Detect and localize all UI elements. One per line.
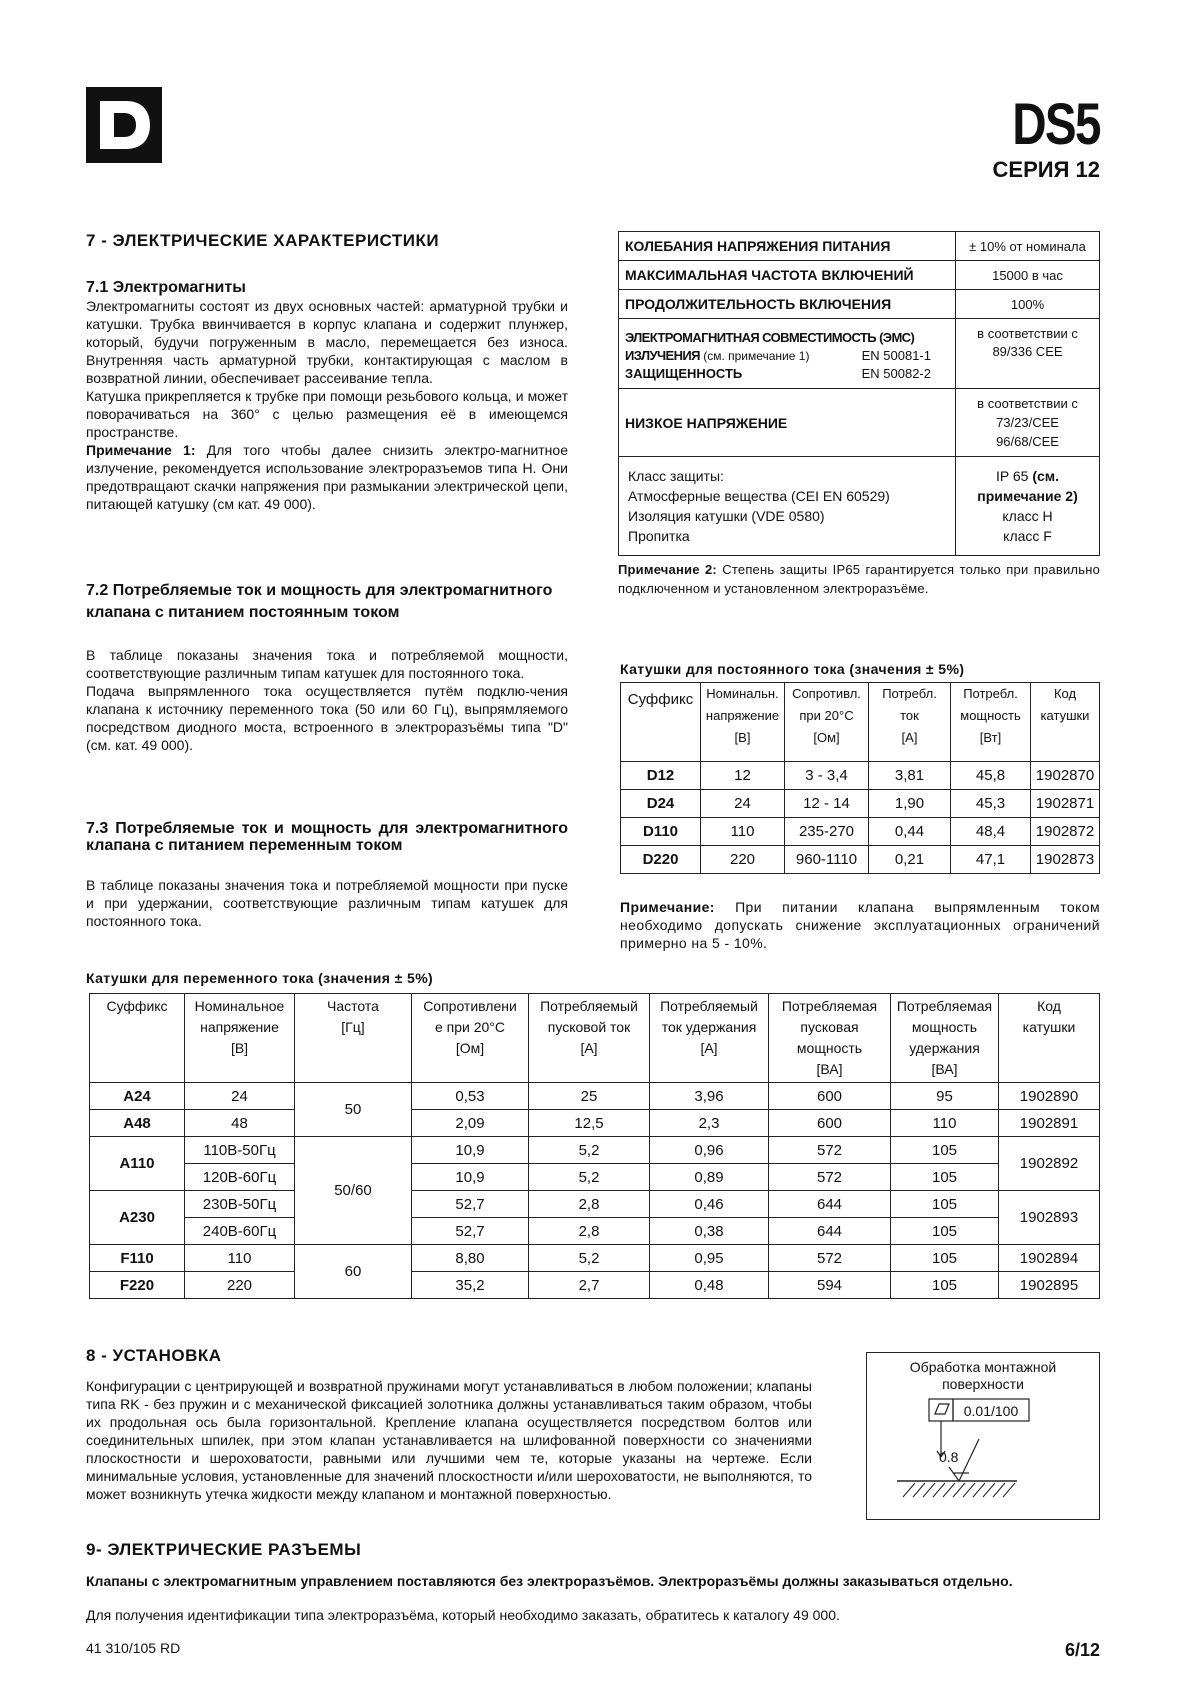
ac-coil-code: 1902890 [999, 1083, 1100, 1110]
note-2-label: Примечание 2: [618, 562, 717, 577]
lowv-value-line: в соответствии с [977, 396, 1078, 411]
ac-hold-current: 0,96 [650, 1137, 769, 1164]
section-72-title: 7.2 Потребляемые ток и мощность для электромагнитного клапана с питанием постоянным током [86, 582, 553, 621]
header-line: [A] [901, 730, 918, 745]
dc-cell: 12 - 14 [785, 790, 869, 818]
dc-cell: 48,4 [951, 818, 1031, 846]
paragraph: В таблице показаны значения тока и потребляемой мощности при пуске и при удержании, соответствующие различным типам катушек для постоянного тока. [86, 877, 568, 929]
dc-cell: 235-270 [785, 818, 869, 846]
header-line: Суффикс [627, 691, 694, 708]
paragraph: Катушка прикрепляется к трубке при помощи резьбового кольца, и может поворачиваться на 360° с целью размещения её в имеющемся пространстве. [86, 388, 568, 440]
flatness-value: 0.01/100 [963, 1403, 1019, 1419]
ac-coil-code: 1902895 [999, 1272, 1100, 1299]
header-line: Код [1037, 998, 1061, 1014]
dc-row [621, 846, 1100, 874]
emc-emission-label: ИЗЛУЧЕНИЯ [625, 347, 700, 363]
header-line: Потребляемая [781, 998, 878, 1014]
header-line: катушки [1022, 1019, 1076, 1035]
emc-line-2 [625, 347, 949, 365]
lowv-value-line: 73/23/CEE [996, 415, 1059, 430]
ac-hold-power: 110 [891, 1110, 999, 1137]
dc-cell: 12 [701, 762, 785, 790]
spec-value: 15000 в час [956, 261, 1100, 290]
ac-start-power: 600 [769, 1110, 891, 1137]
ac-coil-code: 1902891 [999, 1110, 1100, 1137]
document-code: 41 310/105 RD [86, 1640, 181, 1656]
ac-suffix: A110 [90, 1137, 185, 1191]
paragraph: Подача выпрямленного тока осуществляется путём подклю-чения клапана к источнику переменного тока (50 или 60 Гц), выпрямляемого посредством диодного моста, встроенного в электроразъёмы типа "D" (см. кат. 49 000). [86, 683, 568, 753]
header-line: напряжение [705, 708, 780, 723]
ac-start-current: 5,2 [529, 1137, 650, 1164]
ac-row [90, 1272, 1100, 1299]
note-dc-text: При питании клапана выпрямленным током необходимо допускать снижение эксплуатационных ограничений примерно на 5 - 10%. [620, 899, 1100, 951]
dc-header-cell [621, 683, 701, 762]
protection-value-line: класс H [1002, 508, 1053, 524]
header-line: е при 20°С [434, 1019, 506, 1035]
dc-header-cell [1031, 683, 1100, 762]
ac-resistance: 35,2 [412, 1272, 529, 1299]
ac-row [90, 1137, 1100, 1164]
ac-start-power: 572 [769, 1164, 891, 1191]
header-line: Потребляемая [896, 998, 993, 1014]
surface-finish-drawing [867, 1353, 1101, 1521]
ac-hold-power: 105 [891, 1272, 999, 1299]
section-73-body [86, 876, 568, 930]
emc-value [956, 319, 1100, 389]
dc-row [621, 790, 1100, 818]
figure-title-line: Обработка монтажной [909, 1359, 1057, 1375]
spec-row-protection [619, 457, 1100, 556]
header-line: Частота [327, 998, 379, 1014]
dc-cell: 960-1110 [785, 846, 869, 874]
ac-voltage: 230В-50Гц [185, 1191, 295, 1218]
section-71-title: 7.1 Электромагниты [86, 279, 246, 296]
emc-emission [625, 347, 809, 365]
dc-cell: 1902871 [1031, 790, 1100, 818]
spec-label: МАКСИМАЛЬНАЯ ЧАСТОТА ВКЛЮЧЕНИЙ [619, 261, 956, 290]
ac-voltage: 220 [185, 1272, 295, 1299]
ac-row [90, 1218, 1100, 1245]
dc-cell: 45,3 [951, 790, 1031, 818]
spec-value: 100% [956, 290, 1100, 319]
ac-hold-current: 2,3 [650, 1110, 769, 1137]
page-number: 6/12 [1064, 1640, 1100, 1660]
dc-row [621, 818, 1100, 846]
dc-cell: 24 [701, 790, 785, 818]
header-line: напряжение [200, 1019, 279, 1035]
header-line: [Ом] [813, 730, 840, 745]
ac-voltage: 24 [185, 1083, 295, 1110]
spec-row [619, 232, 1100, 261]
header-line: Сопротивл. [792, 686, 861, 701]
ac-start-power: 644 [769, 1218, 891, 1245]
ac-start-current: 2,8 [529, 1191, 650, 1218]
emc-emission-std: EN 50081-1 [861, 347, 931, 363]
ac-header-cell [412, 994, 529, 1083]
section-8-body: Конфигурации с центрирующей и возвратной пружинами могут устанавливаться в любом положении; клапаны типа RK - без пружин и с механической фиксацией золотника должны устанавливаться таким образом, чтобы их продольная ось была горизонтальной. Крепление клапана осуществляется посредством болтов или соединительных шпилек, при этом клапан устанавливается на шлифованной поверхности со значениями плоскостности и шероховатости, равными или лучшими чем те, которые указаны на чертеже. Если минимальные условия, установленные для значений плоскостности и/или шероховатости, не выполняются, то может возникнуть утечка жидкости между клапаном и монтажной поверхностью. [86, 1378, 812, 1502]
ac-coil-code: 1902893 [999, 1191, 1100, 1245]
ac-header-cell [529, 994, 650, 1083]
header-line: [ВА] [816, 1061, 843, 1077]
spec-row-lowv [619, 389, 1100, 457]
dc-header-cell [951, 683, 1031, 762]
lowv-value [956, 389, 1100, 457]
paragraph: В таблице показаны значения тока и потребляемой мощности, соответствующие различным типам катушек для постоянного тока. [86, 647, 568, 681]
dc-suffix: D220 [621, 846, 701, 874]
header-line: Потребляемый [660, 998, 758, 1014]
header-line: мощность [911, 1019, 978, 1035]
section-71-body [86, 297, 568, 513]
header-line: Номинальн. [706, 686, 779, 701]
header-line: Суффикс [106, 998, 168, 1014]
ac-resistance: 8,80 [412, 1245, 529, 1272]
dc-table-body [621, 762, 1100, 874]
header-line: пусковой ток [547, 1019, 631, 1035]
ac-hold-power: 105 [891, 1137, 999, 1164]
section-7-title: 7 - ЭЛЕКТРИЧЕСКИЕ ХАРАКТЕРИСТИКИ [86, 231, 440, 250]
ac-hold-power: 105 [891, 1218, 999, 1245]
section-72-body [86, 646, 568, 754]
header-line: катушки [1040, 708, 1090, 723]
spec-row-emc [619, 319, 1100, 389]
dc-cell: 1,90 [869, 790, 951, 818]
ac-suffix: A230 [90, 1191, 185, 1245]
note-1-text: Для того чтобы далее снизить электро-магнитное излучение, рекомендуется использование электроразъемов типа H. Они предотвращают скачки напряжения при размыкании электрической цепи, питающей катушку (см кат. 49 000). [86, 442, 568, 512]
ac-voltage: 110 [185, 1245, 295, 1272]
ip-rating: IP 65 [995, 468, 1033, 484]
ac-voltage: 240В-60Гц [185, 1218, 295, 1245]
ac-header-cell [769, 994, 891, 1083]
ac-resistance: 10,9 [412, 1137, 529, 1164]
ip-note-ref: (см. [1032, 468, 1060, 484]
protection-value [956, 457, 1100, 556]
spec-table [618, 231, 1100, 556]
dc-cell: 47,1 [951, 846, 1031, 874]
ac-hold-power: 105 [891, 1245, 999, 1272]
ac-hold-current: 0,38 [650, 1218, 769, 1245]
dc-cell: 3 - 3,4 [785, 762, 869, 790]
header-line: при 20°С [799, 708, 854, 723]
ac-hold-current: 0,95 [650, 1245, 769, 1272]
ac-start-current: 25 [529, 1083, 650, 1110]
header-line: удержания [909, 1040, 980, 1056]
dc-coil-table [620, 682, 1100, 874]
section-8-title: 8 - УСТАНОВКА [86, 1346, 222, 1365]
protection-value-line: класс F [1003, 528, 1052, 544]
ac-hold-current: 0,46 [650, 1191, 769, 1218]
dc-header-cell [869, 683, 951, 762]
dc-cell: 1902870 [1031, 762, 1100, 790]
spec-row [619, 261, 1100, 290]
note-1 [86, 441, 568, 513]
ac-start-current: 5,2 [529, 1164, 650, 1191]
spec-row [619, 290, 1100, 319]
ac-resistance: 0,53 [412, 1083, 529, 1110]
header-line: [A] [700, 1040, 718, 1056]
emc-emission-note: (см. примечание 1) [699, 348, 810, 363]
spec-label: КОЛЕБАНИЯ НАПРЯЖЕНИЯ ПИТАНИЯ [619, 232, 956, 261]
ac-resistance: 2,09 [412, 1110, 529, 1137]
dc-header-cell [701, 683, 785, 762]
ac-voltage: 48 [185, 1110, 295, 1137]
emc-value-line: в соответствии с [977, 326, 1078, 341]
ac-start-power: 572 [769, 1245, 891, 1272]
header-line: [ВА] [931, 1061, 958, 1077]
emc-line-1: ЭЛЕКТРОМАГНИТНАЯ СОВМЕСТИМОСТЬ (ЭМС) [625, 329, 915, 345]
ac-start-power: 600 [769, 1083, 891, 1110]
dc-suffix: D110 [621, 818, 701, 846]
ac-coil-code: 1902894 [999, 1245, 1100, 1272]
protection-value-line [962, 466, 1093, 486]
ac-row [90, 1083, 1100, 1110]
ac-hold-power: 105 [891, 1191, 999, 1218]
header-line: Потребл. [963, 686, 1018, 701]
ac-coil-table [89, 993, 1100, 1299]
ac-row [90, 1110, 1100, 1137]
spec-value: ± 10% от номинала [956, 232, 1100, 261]
ac-header-cell [891, 994, 999, 1083]
dc-cell: 110 [701, 818, 785, 846]
lowv-value-line: 96/68/CEE [996, 434, 1059, 449]
header-line: мощность [960, 708, 1021, 723]
emc-label [619, 319, 956, 389]
header-line: Номинальное [194, 998, 285, 1014]
ac-resistance: 10,9 [412, 1164, 529, 1191]
ac-hold-current: 0,48 [650, 1272, 769, 1299]
section-9-title: 9- ЭЛЕКТРИЧЕСКИЕ РАЗЪЕМЫ [86, 1540, 362, 1559]
ac-start-current: 12,5 [529, 1110, 650, 1137]
note-dc [620, 898, 1100, 952]
ac-start-current: 2,7 [529, 1272, 650, 1299]
section-9-bold-text: Клапаны с электромагнитным управлением поставляются без электроразъёмов. Электроразъёмы должны заказываться отдельно. [86, 1573, 1013, 1589]
note-2 [618, 560, 1100, 598]
dc-row [621, 762, 1100, 790]
ac-voltage: 120В-60Гц [185, 1164, 295, 1191]
ac-header-cell [90, 994, 185, 1083]
ac-resistance: 52,7 [412, 1191, 529, 1218]
header-line: [В] [230, 1040, 249, 1056]
ac-hold-power: 95 [891, 1083, 999, 1110]
header-line: [Ом] [455, 1040, 485, 1056]
protection-line: Атмосферные вещества (CEI EN 60529) [628, 488, 890, 504]
dc-cell: 1902872 [1031, 818, 1100, 846]
ac-table-caption: Катушки для переменного тока (значения ± 5%) [86, 970, 434, 986]
ac-hold-power: 105 [891, 1164, 999, 1191]
header-line: [A] [580, 1040, 598, 1056]
header-line: Код [1053, 686, 1077, 701]
header-line: ток [900, 708, 919, 723]
header-line: Потребляемый [540, 998, 638, 1014]
header-line: [Вт] [979, 730, 1002, 745]
ac-row [90, 1164, 1100, 1191]
header-line: пусковая [800, 1019, 859, 1035]
dc-cell: 1902873 [1031, 846, 1100, 874]
ac-coil-code: 1902892 [999, 1137, 1100, 1191]
ac-header-cell [295, 994, 412, 1083]
ac-suffix: A48 [90, 1110, 185, 1137]
dc-cell: 0,44 [869, 818, 951, 846]
ac-row [90, 1245, 1100, 1272]
dc-table-caption: Катушки для постоянного тока (значения ± 5%) [620, 661, 965, 677]
emc-immunity-label: ЗАЩИЩЕННОСТЬ [625, 365, 743, 381]
ac-start-power: 644 [769, 1191, 891, 1218]
note-2-text: Степень защиты IP65 гарантируется только при правильно подключенном и установленном электроразъёме. [618, 562, 1101, 596]
header-line: [Гц] [341, 1019, 365, 1035]
header-line: ток удержания [661, 1019, 757, 1035]
section-73-title: 7.3 Потребляемые ток и мощность для электромагнитного клапана с питанием переменным током [86, 820, 568, 854]
emc-line-3 [625, 365, 949, 383]
header-line: мощность [796, 1040, 863, 1056]
dc-header-cell [785, 683, 869, 762]
protection-line: Пропитка [628, 528, 690, 544]
ac-header-cell [185, 994, 295, 1083]
spec-label: ПРОДОЛЖИТЕЛЬНОСТЬ ВКЛЮЧЕНИЯ [619, 290, 956, 319]
ac-start-current: 2,8 [529, 1218, 650, 1245]
ac-start-current: 5,2 [529, 1245, 650, 1272]
ac-hold-current: 3,96 [650, 1083, 769, 1110]
company-logo [86, 87, 162, 163]
emc-value-line: 89/336 CEE [992, 344, 1063, 359]
ac-suffix: A24 [90, 1083, 185, 1110]
dc-suffix: D24 [621, 790, 701, 818]
dc-cell: 3,81 [869, 762, 951, 790]
protection-label [619, 457, 956, 556]
dc-header-row [621, 683, 1100, 762]
ac-header-cell [650, 994, 769, 1083]
protection-value-line: примечание 2) [977, 488, 1078, 504]
series-subtitle: СЕРИЯ 12 [992, 157, 1100, 182]
ac-suffix: F110 [90, 1245, 185, 1272]
hatched-surface [897, 1481, 1017, 1497]
header-line: Потребл. [882, 686, 937, 701]
note-dc-label: Примечание: [620, 899, 715, 915]
ac-header-cell [999, 994, 1100, 1083]
ac-frequency: 50 [295, 1083, 412, 1137]
ac-row [90, 1191, 1100, 1218]
ac-suffix: F220 [90, 1272, 185, 1299]
figure-title-line: поверхности [942, 1376, 1024, 1392]
ac-start-power: 572 [769, 1137, 891, 1164]
roughness-value: 0.8 [939, 1449, 959, 1465]
header-line: [В] [734, 730, 751, 745]
dc-cell: 45,8 [951, 762, 1031, 790]
ac-header-row [90, 994, 1100, 1083]
ac-resistance: 52,7 [412, 1218, 529, 1245]
logo-d-icon [86, 87, 162, 163]
dc-cell: 220 [701, 846, 785, 874]
protection-line: Класс защиты: [628, 468, 724, 484]
protection-line: Изоляция катушки (VDE 0580) [628, 508, 825, 524]
surface-finish-figure [866, 1352, 1100, 1520]
note-1-label: Примечание 1: [86, 442, 196, 458]
dc-suffix: D12 [621, 762, 701, 790]
ac-frequency: 50/60 [295, 1137, 412, 1245]
header-line: Сопротивлени [423, 998, 517, 1014]
model-title: DS5 [1012, 92, 1100, 157]
ac-frequency: 60 [295, 1245, 412, 1299]
ac-start-power: 594 [769, 1272, 891, 1299]
dc-cell: 0,21 [869, 846, 951, 874]
ac-hold-current: 0,89 [650, 1164, 769, 1191]
ac-voltage: 110В-50Гц [185, 1137, 295, 1164]
paragraph: Электромагниты состоят из двух основных частей: арматурной трубки и катушки. Трубка ввинчивается в корпус клапана и содержит плунжер, который, будучи погруженным в масло, перемещается без износа. Внутренняя часть арматурной трубки, контактирующая с маслом в возвратной линии, обеспечивает рассеивание тепла. [86, 298, 568, 386]
emc-immunity-std: EN 50082-2 [861, 365, 931, 381]
lowv-label: НИЗКОЕ НАПРЯЖЕНИЕ [619, 389, 956, 457]
section-9-text: Для получения идентификации типа электроразъёма, который необходимо заказать, обратитесь к каталогу 49 000. [86, 1607, 840, 1623]
